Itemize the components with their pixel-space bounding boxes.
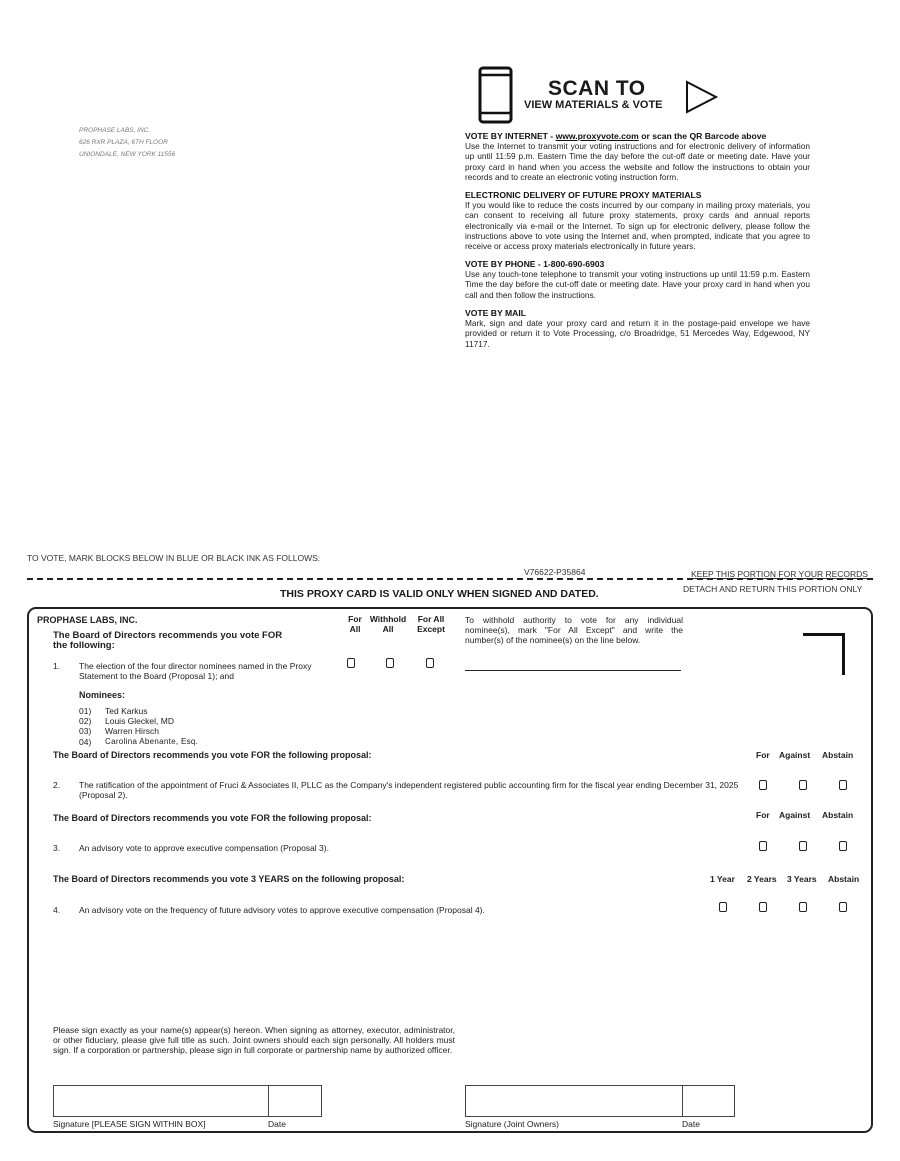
board-recommendation-3: The Board of Directors recommends you vote FOR the following proposal: [53,813,372,823]
col-abstain: Abstain [828,874,860,884]
address-line: PROPHASE LABS, INC. [79,127,151,134]
signature-label: Signature [PLEASE SIGN WITHIN BOX] [53,1119,206,1129]
smartphone-icon [478,66,514,124]
nominee-exception-line[interactable] [465,670,681,671]
address-line: 626 RXR PLAZA, 6TH FLOOR [79,139,168,146]
col-for: For [756,750,770,760]
col-withhold-all: Withhold All [369,614,407,634]
board-recommendation-2: The Board of Directors recommends you vote FOR the following proposal: [53,750,372,760]
registration-mark [803,633,845,675]
col-1-year: 1 Year [710,874,735,884]
withhold-note: To withhold authority to vote for any individual nominee(s), mark "For All Except" and write the number(s) of the nominee(s) on the line below. [465,615,683,645]
vote-mail-section [465,308,810,349]
checkbox-p4-1-year[interactable] [719,902,727,912]
nominee-item: 04) Carolina Abenante, Esq. [79,737,199,747]
checkbox-p2-against[interactable] [799,780,807,790]
nominees-heading: Nominees: [79,690,126,700]
joint-date-label: Date [682,1119,700,1129]
nominee-item: 02) Louis Gleckel, MD [79,716,174,726]
signature-box[interactable] [53,1085,269,1117]
electronic-delivery-section [465,190,810,251]
detach-portion-label: DETACH AND RETURN THIS PORTION ONLY [683,584,863,594]
vote-mail-heading: VOTE BY MAIL [465,308,526,318]
vote-phone-section [465,259,810,300]
checkbox-withhold-all[interactable] [386,658,394,668]
checkbox-p3-for[interactable] [759,841,767,851]
col-3-years: 3 Years [787,874,817,884]
proxy-card [27,607,873,1133]
joint-signature-box[interactable] [465,1085,683,1117]
date-box[interactable] [268,1085,322,1117]
col-for: For [756,810,770,820]
control-number: V76622-P35864 [524,567,586,577]
nominee-item: 03) Warren Hirsch [79,726,159,736]
proposal-3-number: 3. [53,843,61,853]
col-for-all: For All [348,614,362,634]
board-recommendation-1: The Board of Directors recommends you vote FOR [53,630,283,641]
proposal-1-text: The election of the four director nominees named in the Proxy Statement to the Board (Proposal 1); and [79,661,312,681]
keep-portion-label: KEEP THIS PORTION FOR YOUR RECORDS [691,569,868,579]
proposal-2-text: The ratification of the appointment of Fruci & Associates II, PLLC as the Company's independent registered public accounting firm for the fiscal year ending December 31, 2025 (Proposal 2). [79,780,739,800]
col-against: Against [779,810,811,820]
valid-notice: THIS PROXY CARD IS VALID ONLY WHEN SIGNED AND DATED. [280,588,599,600]
play-arrow-icon [685,80,719,116]
proposal-4-number: 4. [53,905,61,915]
joint-date-box[interactable] [682,1085,735,1117]
joint-signature-label: Signature (Joint Owners) [465,1119,560,1129]
board-recommendation-4: The Board of Directors recommends you vote 3 YEARS on the following proposal: [53,874,405,884]
checkbox-for-all-except[interactable] [426,658,434,668]
board-recommendation-1-cont: the following: [53,640,115,651]
detach-line [27,578,873,580]
vote-phone-heading: VOTE BY PHONE - 1-800-690-6903 [465,259,605,269]
checkbox-p4-abstain[interactable] [839,902,847,912]
signing-instructions: Please sign exactly as your name(s) appear(s) hereon. When signing as attorney, executor, administrator, or other fiduciary, please give full title as such. Joint owners should each sign personally. All holders must sign. If a corporation or partnership, please sign in full corporate or partnership name by authorized officer. [53,1025,455,1055]
proposal-2-number: 2. [53,780,61,790]
address-line: UNIONDALE, NEW YORK 11556 [79,151,176,158]
col-abstain: Abstain [822,750,854,760]
mark-instructions: TO VOTE, MARK BLOCKS BELOW IN BLUE OR BLACK INK AS FOLLOWS: [27,553,321,563]
electronic-delivery-body: If you would like to reduce the costs incurred by our company in mailing proxy materials, you can consent to receiving all future proxy statements, proxy cards and annual reports electronically via e-mail or the Internet. To sign up for electronic delivery, please follow the instructions above to vote using the Internet and, when prompted, indicate that you agree to receive or access proxy materials electronically in future years. [465,200,810,252]
vote-internet-body: Use the Internet to transmit your voting instructions and for electronic delivery of information up until 11:59 p.m. Eastern Time the day before the cut-off date or meeting date. Have your proxy card in hand when you access the website and follow the instructions to obtain your records and to create an electronic voting instruction form. [465,141,810,182]
electronic-delivery-heading: ELECTRONIC DELIVERY OF FUTURE PROXY MATERIALS [465,190,702,200]
checkbox-for-all[interactable] [347,658,355,668]
checkbox-p3-against[interactable] [799,841,807,851]
vote-mail-body: Mark, sign and date your proxy card and return it in the postage-paid envelope we have provided or return it to Vote Processing, c/o Broadridge, 51 Mercedes Way, Edgewood, NY 11717. [465,318,810,349]
proposal-1-number: 1. [53,661,61,671]
col-abstain: Abstain [822,810,854,820]
col-against: Against [779,750,811,760]
proposal-4-text: An advisory vote on the frequency of future advisory votes to approve executive compensation (Proposal 4). [79,905,485,915]
checkbox-p2-for[interactable] [759,780,767,790]
card-company-name: PROPHASE LABS, INC. [37,615,138,625]
nominee-item: 01) Ted Karkus [79,706,148,716]
mailing-address [79,125,175,161]
date-label: Date [268,1119,286,1129]
checkbox-p3-abstain[interactable] [839,841,847,851]
proposal-3-text: An advisory vote to approve executive compensation (Proposal 3). [79,843,329,853]
checkbox-p4-3-years[interactable] [799,902,807,912]
checkbox-p2-abstain[interactable] [839,780,847,790]
scan-subtitle: VIEW MATERIALS & VOTE [524,99,663,111]
vote-internet-section [465,131,810,182]
vote-internet-heading: VOTE BY INTERNET - www.proxyvote.com or scan the QR Barcode above [465,131,767,141]
vote-phone-body: Use any touch-tone telephone to transmit your voting instructions up until 11:59 p.m. Eastern Time the day before the cut-off date or meeting date. Have your proxy card in hand when you call and then follow the instructions. [465,269,810,300]
proxyvote-link[interactable]: www.proxyvote.com [555,131,639,141]
col-for-all-except: For All Except [417,614,445,634]
scan-title: SCAN TO [548,77,646,100]
col-2-years: 2 Years [747,874,777,884]
checkbox-p4-2-years[interactable] [759,902,767,912]
